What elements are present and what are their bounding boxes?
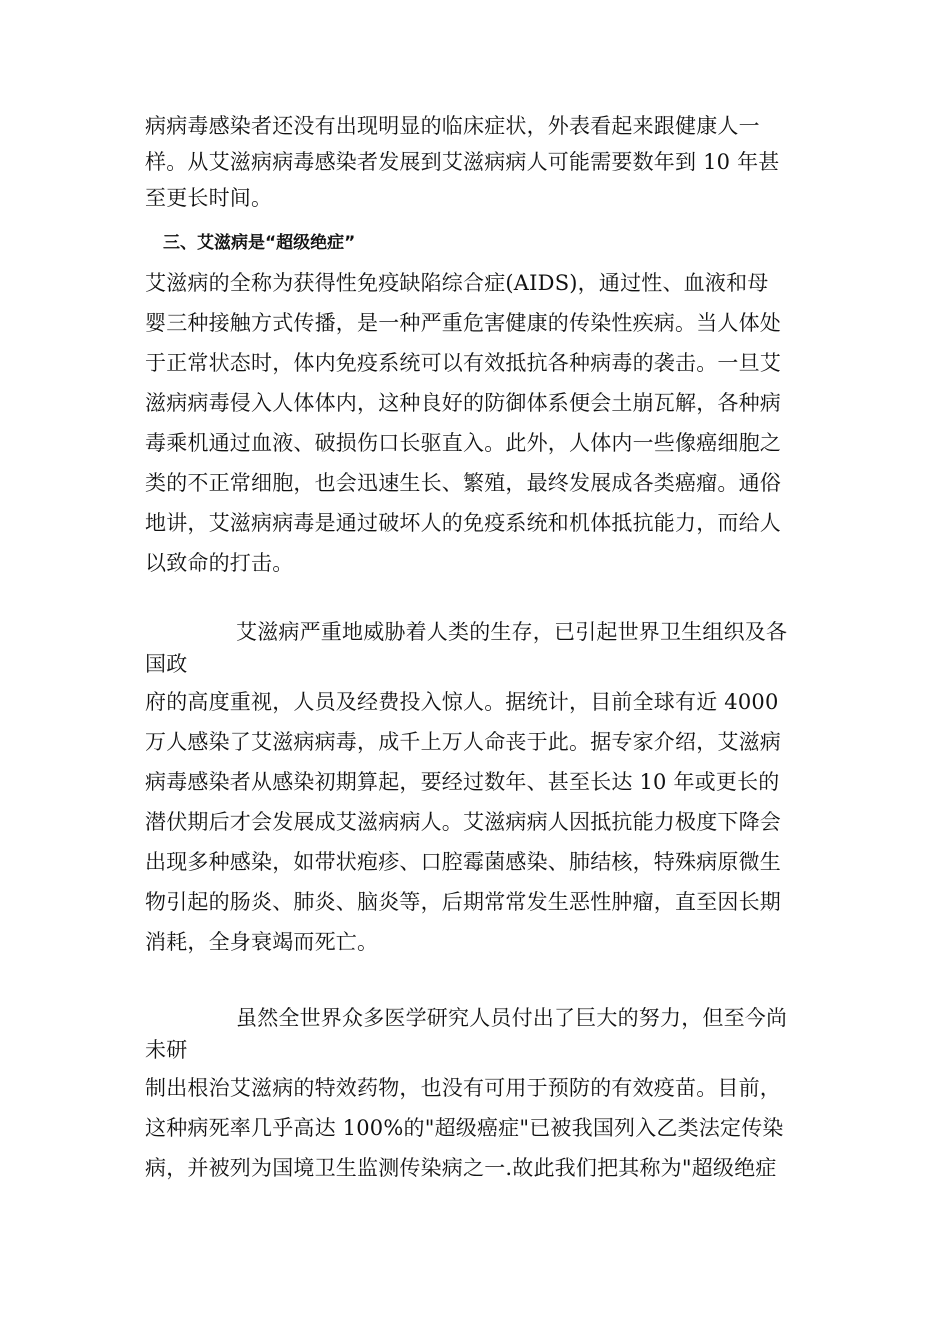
- text-line: 毒乘机通过血液、破损伤口长驱直入。此外，人体内一些像癌细胞之: [145, 431, 781, 455]
- text-line: 病病毒感染者还没有出现明显的临床症状，外表看起来跟健康人一: [145, 114, 760, 138]
- text-line: 艾滋病严重地威胁着人类的生存，已引起世界卫生组织及各: [236, 620, 788, 644]
- text-line: 国政: [145, 652, 188, 676]
- text-line: 潜伏期后才会发展成艾滋病病人。艾滋病病人因抵抗能力极度下降会: [145, 810, 781, 834]
- text-line: 万人感染了艾滋病病毒，成千上万人命丧于此。据专家介绍，艾滋病: [145, 730, 781, 754]
- text-line: 病，并被列为国境卫生监测传染病之一.故此我们把其称为"超级绝症: [145, 1156, 777, 1180]
- text-line: 于正常状态时，体内免疫系统可以有效抵抗各种病毒的袭击。一旦艾: [145, 351, 781, 375]
- text-line: 婴三种接触方式传播，是一种严重危害健康的传染性疾病。当人体处: [145, 311, 781, 335]
- text-line: 样。从艾滋病病毒感染者发展到艾滋病病人可能需要数年到 10 年甚: [145, 150, 780, 174]
- text-line: 这种病死率几乎高达 100%的"超级癌症"已被我国列入乙类法定传染: [145, 1116, 784, 1140]
- text-line: 类的不正常细胞，也会迅速生长、繁殖，最终发展成各类癌瘤。通俗: [145, 471, 781, 495]
- text-line: 消耗，全身衰竭而死亡。: [145, 930, 379, 954]
- text-line: 滋病病毒侵入人体体内，这种良好的防御体系便会土崩瓦解，各种病: [145, 391, 781, 415]
- text-line: 虽然全世界众多医学研究人员付出了巨大的努力，但至今尚: [236, 1006, 788, 1030]
- text-line: 出现多种感染，如带状疱疹、口腔霉菌感染、肺结核，特殊病原微生: [145, 850, 781, 874]
- text-line: 至更长时间。: [145, 186, 273, 210]
- text-line: 制出根治艾滋病的特效药物，也没有可用于预防的有效疫苗。目前，: [145, 1076, 781, 1100]
- text-line: 以致命的打击。: [145, 551, 294, 575]
- text-line: 物引起的肠炎、肺炎、脑炎等，后期常常发生恶性肿瘤，直至因长期: [145, 890, 781, 914]
- section-heading: 三、艾滋病是“超级绝症”: [163, 233, 356, 253]
- text-line: 地讲，艾滋病病毒是通过破坏人的免疫系统和机体抵抗能力，而给人: [145, 511, 781, 535]
- text-line: 病毒感染者从感染初期算起，要经过数年、甚至长达 10 年或更长的: [145, 770, 780, 794]
- text-line: 未研: [145, 1038, 188, 1062]
- text-line: 府的高度重视，人员及经费投入惊人。据统计，目前全球有近 4000: [145, 690, 779, 714]
- text-line: 艾滋病的全称为获得性免疫缺陷综合症(AIDS)，通过性、血液和母: [145, 271, 769, 295]
